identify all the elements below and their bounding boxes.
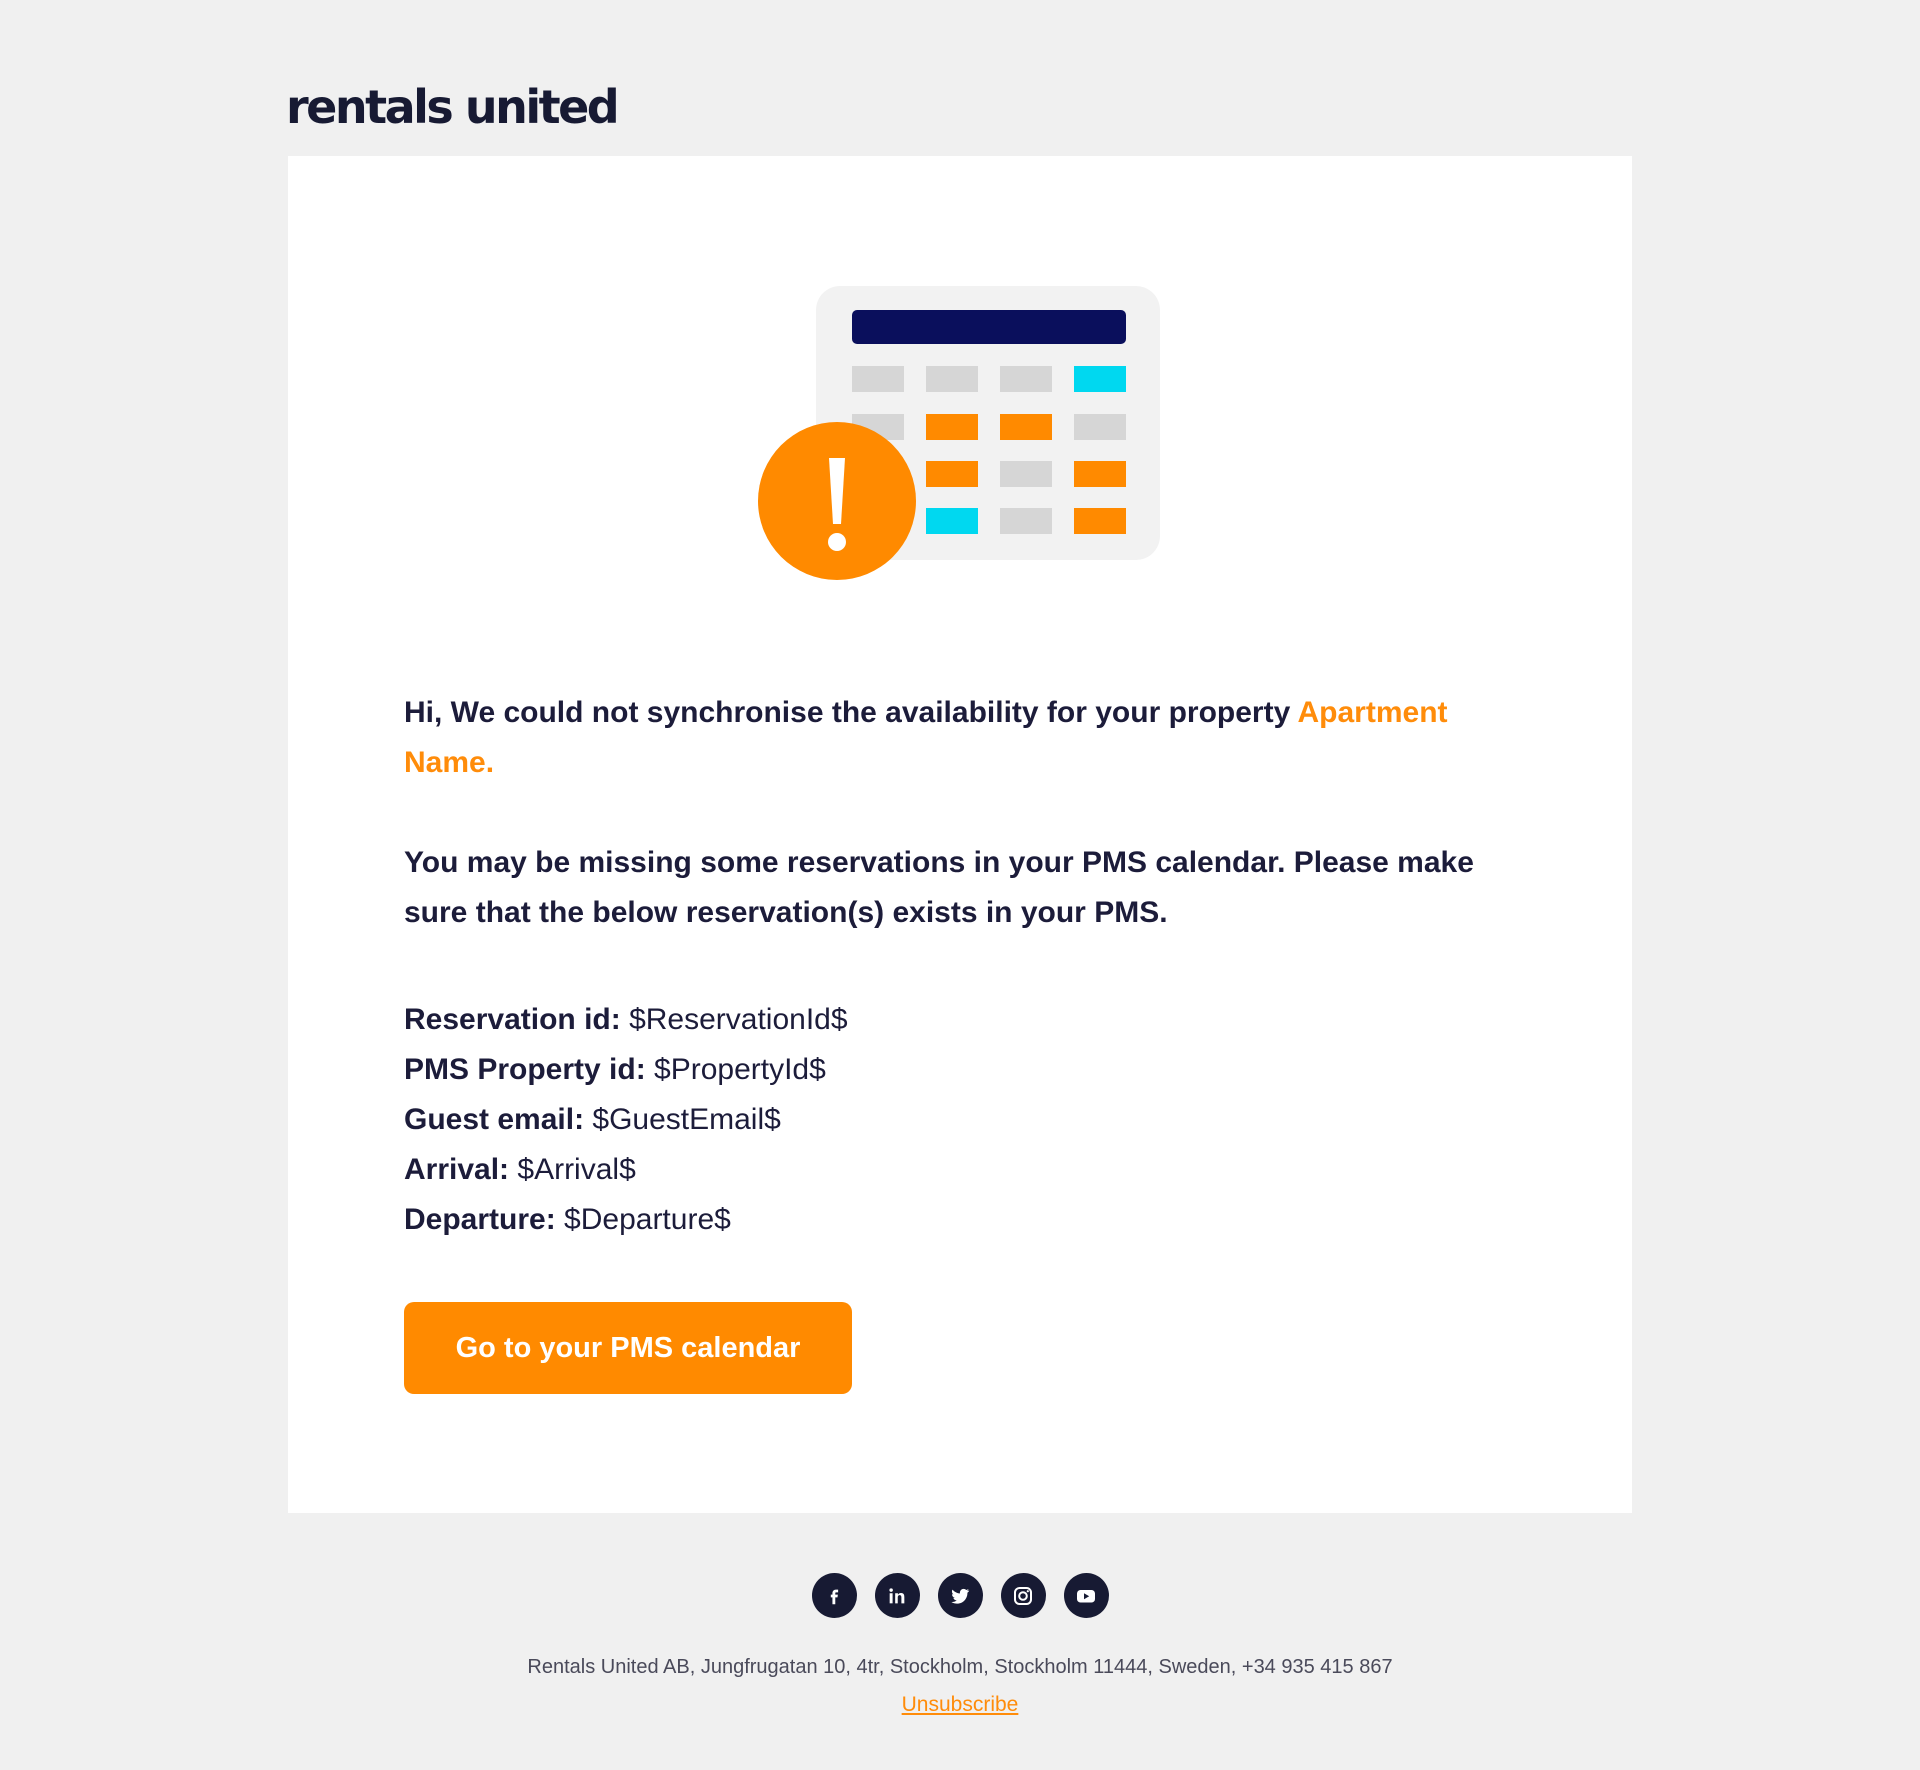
detail-guest-email: Guest email: $GuestEmail$	[404, 1103, 781, 1136]
email-card	[288, 156, 1632, 1513]
unsubscribe-link[interactable]: Unsubscribe	[901, 1693, 1019, 1716]
linkedin-icon[interactable]	[875, 1573, 920, 1618]
instagram-icon[interactable]	[1001, 1573, 1046, 1618]
instruction-paragraph: You may be missing some reservations in your PMS calendar. Please make sure that the below reservation(s) exists in your PMS.	[404, 846, 1474, 929]
go-to-pms-calendar-button[interactable]: Go to your PMS calendar	[404, 1302, 852, 1394]
social-links	[0, 1573, 1920, 1618]
reservation-details	[404, 995, 1484, 1245]
footer-address: Rentals United AB, Jungfrugatan 10, 4tr, Stockholm, Stockholm 11444, Sweden, +34 935 415 867	[527, 1656, 1393, 1678]
detail-reservation-id: Reservation id: $ReservationId$	[404, 1003, 848, 1036]
intro-paragraph: Hi, We could not synchronise the availability for your property Apartment Name.	[404, 696, 1448, 779]
facebook-icon[interactable]	[812, 1573, 857, 1618]
message-body	[404, 688, 1484, 1245]
detail-property-id: PMS Property id: $PropertyId$	[404, 1053, 826, 1086]
calendar-warning-illustration	[758, 286, 1178, 596]
detail-departure: Departure: $Departure$	[404, 1203, 731, 1236]
twitter-icon[interactable]	[938, 1573, 983, 1618]
exclamation-icon	[758, 422, 916, 580]
youtube-icon[interactable]	[1064, 1573, 1109, 1618]
unsubscribe-row	[0, 1692, 1920, 1718]
property-name: Apartment Name.	[404, 696, 1448, 779]
detail-arrival: Arrival: $Arrival$	[404, 1153, 636, 1186]
brand-logo: rentals united	[286, 80, 618, 134]
